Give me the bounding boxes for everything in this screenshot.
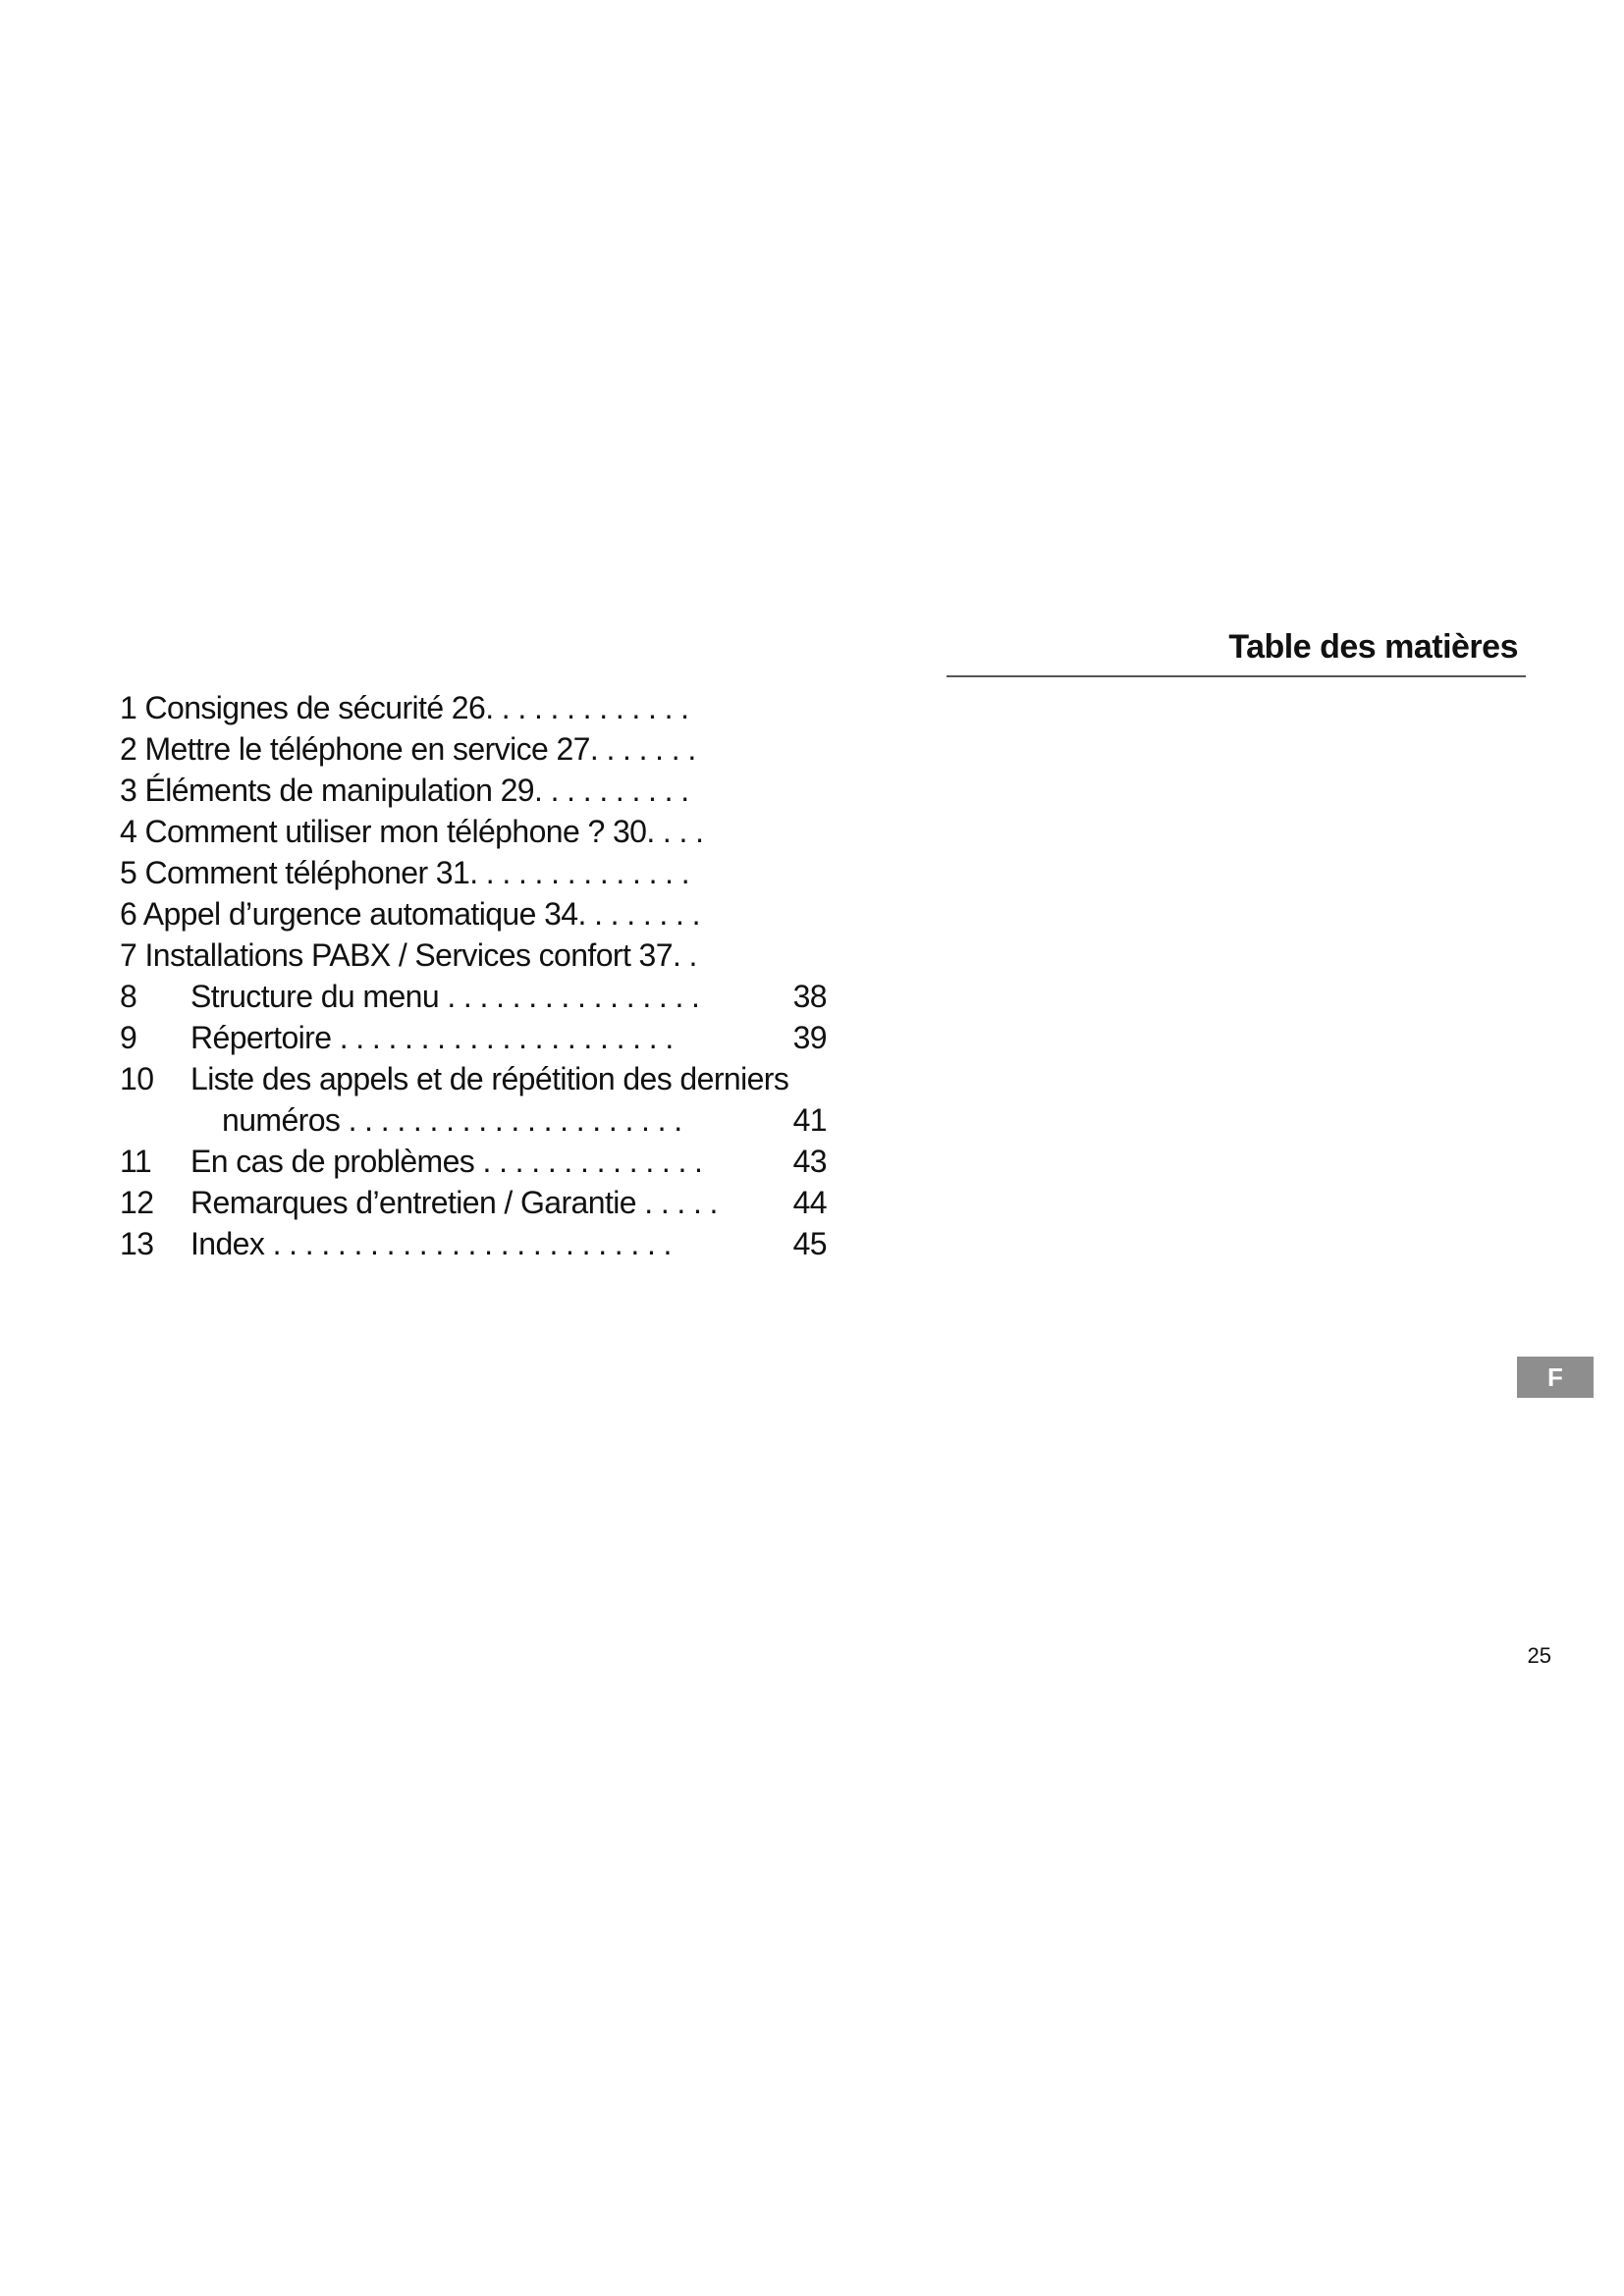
toc-row[interactable] — [120, 1182, 827, 1223]
toc-text: numéros . . . . . . . . . . . . . . . . . . . . . — [222, 1102, 682, 1138]
toc-item[interactable]: 6 Appel d’urgence automatique 34. . . . . . . . — [120, 896, 700, 932]
page-number: 25 — [1527, 1643, 1551, 1668]
toc-item[interactable]: 4 Comment utiliser mon téléphone ? 30. . . . — [120, 814, 704, 849]
toc-text: Remarques d’entretien / Garantie . . . . . — [190, 1185, 718, 1220]
toc-number: 11 — [120, 1144, 152, 1179]
toc-number: 8 — [120, 979, 137, 1014]
toc-number: 12 — [120, 1185, 154, 1220]
toc-page: 43 — [792, 1144, 827, 1179]
toc-page: 44 — [792, 1185, 827, 1220]
page-title: Table des matières — [1228, 628, 1518, 666]
toc-text: Index . . . . . . . . . . . . . . . . . . . . . . . . . — [190, 1226, 672, 1261]
toc-text: Liste des appels et de répétition des derniers — [190, 1061, 789, 1096]
toc-item[interactable]: 2 Mettre le téléphone en service 27. . . . . . . — [120, 731, 696, 767]
title-underline — [947, 675, 1526, 677]
toc-text: Répertoire . . . . . . . . . . . . . . . . . . . . . — [190, 1020, 674, 1055]
toc-row[interactable] — [120, 1223, 827, 1264]
table-of-contents — [120, 687, 827, 1264]
toc-text: En cas de problèmes . . . . . . . . . . . . . . — [190, 1144, 703, 1179]
toc-page: 39 — [792, 1020, 827, 1055]
toc-row[interactable] — [120, 1017, 827, 1058]
toc-item[interactable]: 3 Éléments de manipulation 29. . . . . . . . . . — [120, 773, 689, 808]
toc-item[interactable]: 5 Comment téléphoner 31. . . . . . . . . . . . . . — [120, 855, 690, 890]
toc-page: 41 — [792, 1102, 827, 1138]
toc-row[interactable] — [120, 1058, 827, 1099]
toc-page: 45 — [792, 1226, 827, 1261]
toc-page: 38 — [792, 979, 827, 1014]
toc-row[interactable] — [120, 1099, 827, 1141]
toc-row[interactable] — [120, 1141, 827, 1182]
toc-number: 9 — [120, 1020, 137, 1055]
toc-item[interactable]: 7 Installations PABX / Services confort 37. . — [120, 937, 697, 973]
toc-row[interactable] — [120, 976, 827, 1017]
toc-text: Structure du menu . . . . . . . . . . . . . . . . — [190, 979, 700, 1014]
toc-item[interactable]: 1 Consignes de sécurité 26. . . . . . . . . . . . . — [120, 690, 689, 725]
language-tab: F — [1517, 1357, 1594, 1398]
toc-number: 13 — [120, 1226, 154, 1261]
toc-number: 10 — [120, 1061, 154, 1096]
